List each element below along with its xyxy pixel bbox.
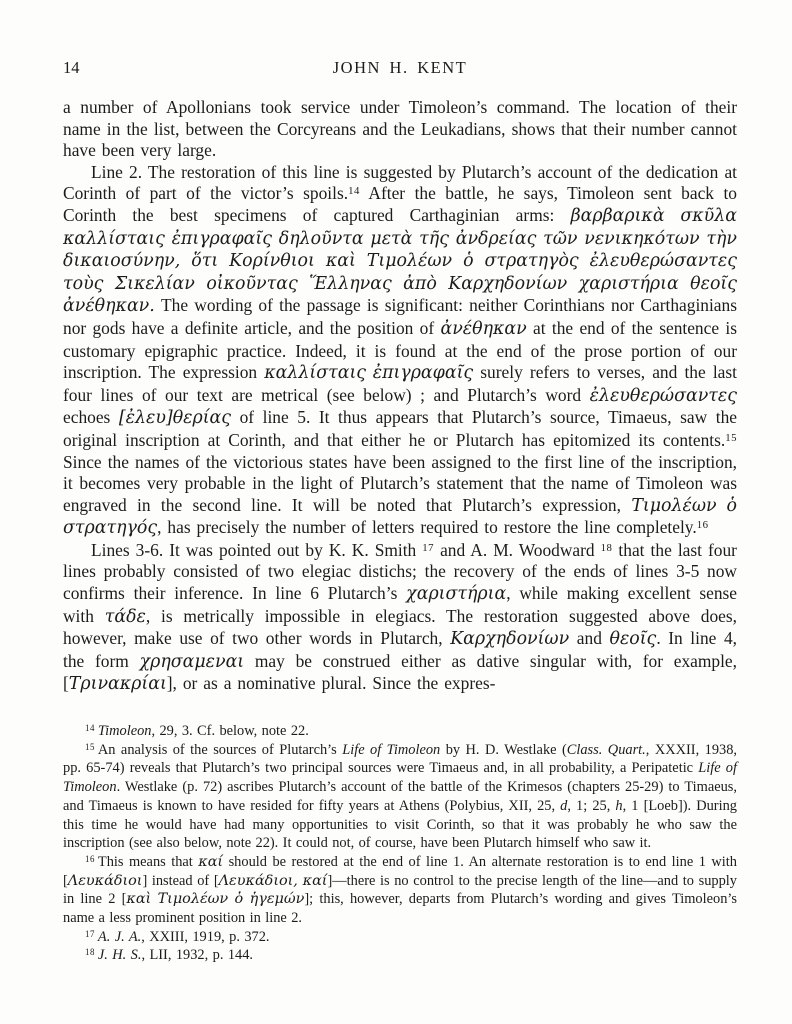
text-run: should be restored at the end of line 1. An alternate restoration is to end line 1 with [ [63, 853, 737, 889]
text-run: The wording of the passage is significant: neither Corinthians nor Carthaginians nor gods have a definite article, and the position of [63, 295, 737, 338]
italic-text: Life of Timoleon [63, 760, 737, 796]
text-run: This means that [97, 853, 199, 870]
text-run: and [569, 628, 610, 649]
text-run: Line 2. The restoration of this line is suggested by Plutarch’s account of the dedication at Corinth of part of the victor’s spoils. [63, 161, 737, 204]
text-run: surely refers to verses, and the last four lines of our text are metrical (see below) ; and Plutarch’s word [63, 362, 737, 405]
footnote-ref: 17 [422, 542, 435, 555]
italic-text: J. H. S. [97, 947, 142, 964]
footnote-ref: 16 [696, 519, 709, 532]
text-run: may be construed either as dative singular with, for example, [ [63, 650, 737, 694]
greek-text: καί [198, 853, 224, 870]
text-run: and A. M. Woodward [434, 539, 601, 560]
footnote-text [63, 854, 737, 926]
text-run: ]; this, however, departs from Plutarch’s wording and gives Timoleon’s name a less prominent position in line 2. [63, 891, 737, 927]
greek-text: χαριστήρια [406, 584, 507, 605]
greek-text: Λευκάδιοι [67, 872, 143, 889]
greek-text: Τρινακρίαι [68, 674, 167, 695]
footnote-number: 17 [85, 928, 95, 939]
footnote-text [98, 723, 309, 739]
footnote-number: 16 [85, 853, 95, 864]
footnote-18 [63, 946, 737, 965]
page-header [63, 58, 737, 78]
footnote-number: 15 [85, 741, 95, 752]
greek-text: [ἐλευ]θερίας [118, 408, 232, 429]
footnote-14 [63, 722, 737, 741]
text-run: Since the names of the victorious states have been assigned to the first line of the inscription, it becomes very probable in the light of Plutarch’s statement that the name of Timoleon was engraved in the second line. It will be noted that Plutarch’s expression, [63, 451, 737, 515]
greek-text: χρησαμεναι [139, 651, 245, 672]
main-text [63, 97, 737, 696]
footnote-text [98, 929, 270, 945]
running-head: JOHN H. KENT [332, 58, 468, 77]
greek-text: καὶ Τιμολέων ὁ ἡγεμών [126, 891, 305, 908]
text-run: , while making excellent sense with [63, 583, 737, 626]
greek-text: καλλίσταις ἐπιγραφαῖς [264, 363, 474, 384]
text-run: ], or as a nominative plural. Since the expres- [166, 673, 496, 694]
greek-text: Λευκάδιοι, καί [218, 872, 328, 889]
text-run: . In line 4, the form [63, 628, 737, 671]
page-number: 14 [63, 58, 80, 77]
greek-text: Καρχηδονίων [450, 629, 570, 650]
text-run: , XXIII, 1919, p. 372. [141, 928, 270, 945]
footnote-number: 14 [85, 723, 95, 734]
text-run: echoes [63, 407, 119, 428]
text-run: a number of Apollonians took service under Timoleon’s command. The location of their name in the list, between the Corcyreans and the Leukadians, shows that their number cannot have been very large. [63, 97, 737, 161]
footnote-ref: 18 [600, 542, 613, 555]
footnote-number: 18 [85, 947, 95, 958]
text-run: of line 5. It thus appears that Plutarch’s source, Timaeus, saw the original inscription at Corinth, and that either he or Plutarch has epitomized its contents. [63, 407, 737, 450]
italic-text: Class. Quart. [566, 741, 646, 758]
text-run: , LII, 1932, p. 144. [141, 947, 254, 964]
greek-text: ἐλευθερώσαντες [589, 385, 737, 406]
text-run: . Westlake (p. 72) ascribes Plutarch’s account of the battle of the Krimesos (chapters 25-29) to Timaeus, and Timaeus is known to have resided for fifty years at Athens (Polybius, XII, 25, [63, 779, 737, 814]
text-run: Lines 3-6. It was pointed out by K. K. Smith [91, 539, 423, 560]
text-run: , is metrically impossible in elegiacs. The restoration suggested above does, however, make use of two other words in Plutarch, [63, 605, 737, 649]
footnote-16 [63, 853, 737, 928]
footnote-15 [63, 741, 737, 853]
text-run: , 1; 25, [567, 797, 616, 814]
greek-text: βαρβαρικὰ σκῦλα καλλίσταις ἐπιγραφαῖς δηλοῦντα μετὰ τῆς ἀνδρείας τῶν νενικηκότων τὴν δικαιοσύνην, ὅτι Κορίνθιοι καὶ Τιμολέων ὁ στρατηγὸς ἐλευθερώσαντες τοὺς Σικελίαν οἰκοῦντας Ἕλληνας ἀπὸ Καρχηδονίων χαριστήρια θεοῖς ἀνέθηκαν. [63, 205, 738, 317]
greek-text: τάδε [104, 606, 146, 627]
text-run: at the end of the sentence is customary epigraphic practice. Indeed, it is found at the end of the prose portion of our inscription. The expression [63, 317, 737, 383]
text-run: , 29, 3. Cf. below, note 22. [151, 723, 309, 740]
text-run: After the battle, he says, Timoleon sent back to Corinth the best specimens of captured Carthaginian arms: [63, 183, 737, 225]
text-run: by H. D. Westlake ( [440, 741, 567, 758]
text-run: , has precisely the number of letters required to restore the line completely. [157, 517, 697, 538]
paragraph-3 [63, 540, 737, 696]
greek-text: ἀνέθηκαν [440, 318, 527, 339]
footnote-text [98, 947, 253, 963]
italic-text: d [560, 797, 568, 814]
italic-text: A. J. A. [97, 928, 142, 945]
text-run: ]—there is no control to the precise length of the line—and to supply in line 2 [ [63, 872, 737, 908]
text-run: An analysis of the sources of Plutarch’s [97, 741, 343, 758]
footnote-ref: 15 [725, 432, 737, 445]
paragraph-2 [63, 162, 737, 540]
footnote-text [63, 742, 737, 852]
text-run: , XXXII, 1938, pp. 65-74) reveals that Plutarch’s two principal sources were Timaeus and, in all probability, a Peripatetic [63, 741, 737, 777]
footnote-17 [63, 928, 737, 947]
text-run: that the last four lines probably consisted of two elegiac distichs; the recovery of the ends of lines 3-5 now confirms their inference. In line 6 Plutarch’s [63, 539, 737, 604]
greek-text: θεοῖς [609, 629, 657, 650]
italic-text: Timoleon [97, 723, 152, 740]
italic-text: Life of Timoleon [342, 741, 441, 758]
greek-text: Τιμολέων ὁ στρατηγός [63, 495, 737, 539]
paragraph-1 [63, 97, 737, 162]
footnotes-section [63, 722, 737, 965]
footnote-ref: 14 [348, 185, 360, 198]
text-run: ] instead of [ [142, 872, 219, 889]
text-run: , 1 [Loeb]). During this time he would have had many opportunities to visit Corinth, so that it was probably he who saw the inscription (see also below, note 22). It could not, of course, have been Plutarch himself who saw it. [63, 797, 737, 852]
italic-text: h [615, 797, 623, 814]
